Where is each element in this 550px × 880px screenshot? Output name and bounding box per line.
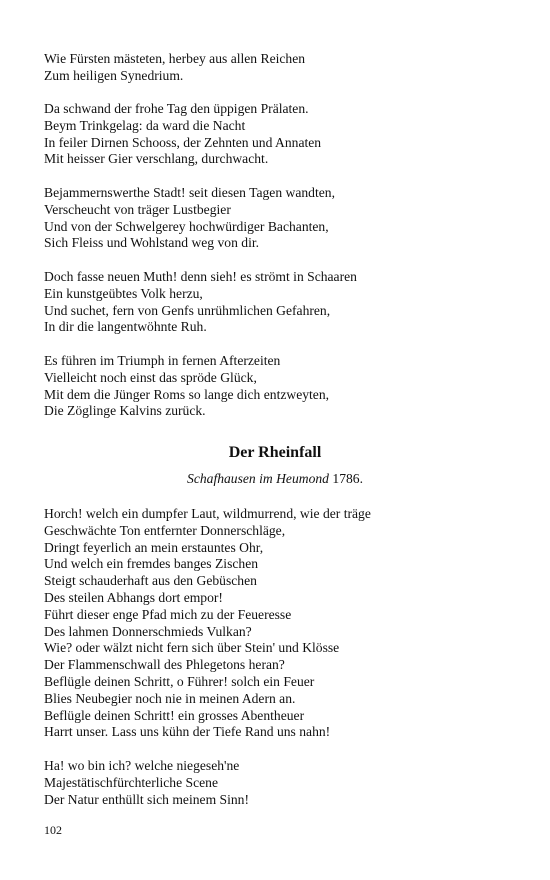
- verse-line: Doch fasse neuen Muth! denn sieh! es strömt in Schaaren: [44, 269, 357, 284]
- verse-line: Beflügle deinen Schritt! ein grosses Abentheuer: [44, 707, 305, 723]
- verse-line: Mit dem die Jünger Roms so lange dich entzweyten,: [44, 386, 330, 402]
- verse-line: Bejammernswerthe Stadt! seit diesen Tagen wandten,: [44, 185, 335, 200]
- verse-line: Wie? oder wälzt nicht fern sich über Stein' und Klösse: [44, 640, 340, 656]
- verse-line: Und welch ein fremdes banges Zischen: [44, 556, 259, 572]
- verse-line: Majestätischfürchterliche Scene: [44, 774, 218, 790]
- poem-subtitle: [0, 471, 550, 488]
- verse-line: Die Zöglinge Kalvins zurück.: [44, 403, 206, 419]
- verse-line: Verscheucht von träger Lustbegier: [44, 201, 231, 217]
- verse-line: Zum heiligen Synedrium.: [44, 67, 184, 83]
- page-number: 102: [44, 823, 62, 837]
- verse-line: Steigt schauderhaft aus den Gebüschen: [44, 573, 257, 589]
- stanza: [44, 185, 514, 252]
- verse-line: Geschwächte Ton entfernter Donnerschläge,: [44, 522, 286, 538]
- stanza: [44, 101, 514, 168]
- verse-line: Des steilen Abhangs dort empor!: [44, 589, 223, 605]
- verse-line: Ha! wo bin ich? welche niegeseh'ne: [44, 758, 240, 773]
- verse-line: Führt dieser enge Pfad mich zu der Feueresse: [44, 606, 292, 622]
- verse-line: Ein kunstgeübtes Volk herzu,: [44, 285, 203, 301]
- poem-title: Der Rheinfall: [228, 444, 322, 461]
- verse-line: In feiler Dirnen Schooss, der Zehnten und Annaten: [44, 134, 322, 150]
- stanza: [44, 51, 514, 85]
- verse-line: Mit heisser Gier verschlang, durchwacht.: [44, 151, 269, 167]
- verse-line: Und von der Schwelgerey hochwürdiger Bachanten,: [44, 218, 329, 234]
- verse-line: Wie Fürsten mästeten, herbey aus allen Reichen: [44, 51, 306, 66]
- verse-line: Und suchet, fern von Genfs unrühmlichen Gefahren,: [44, 302, 331, 318]
- verse-line: Dringt feyerlich an mein erstauntes Ohr,: [44, 539, 264, 555]
- verse-line: Sich Fleiss und Wohlstand weg von dir.: [44, 235, 260, 251]
- verse-line: Des lahmen Donnerschmieds Vulkan?: [44, 623, 252, 639]
- subtitle-place: Schafhausen im Heumond: [187, 471, 329, 486]
- verse-line: Beym Trinkgelag: da ward die Nacht: [44, 117, 246, 133]
- stanza: [44, 353, 514, 420]
- stanza: [44, 758, 514, 808]
- verse-line: Beflügle deinen Schritt, o Führer! solch ein Feuer: [44, 673, 315, 689]
- verse-line: Der Flammenschwall des Phlegetons heran?: [44, 657, 285, 673]
- verse-line: Es führen im Triumph in fernen Afterzeiten: [44, 353, 281, 368]
- stanza: [44, 506, 514, 741]
- verse-line: Der Natur enthüllt sich meinem Sinn!: [44, 791, 249, 807]
- verse-line: Horch! welch ein dumpfer Laut, wildmurrend, wie der träge: [44, 506, 371, 521]
- verse-line: Da schwand der frohe Tag den üppigen Prälaten.: [44, 101, 309, 116]
- verse-line: In dir die langentwöhnte Ruh.: [44, 319, 207, 335]
- subtitle-year: 1786.: [332, 471, 363, 486]
- verse-line: Vielleicht noch einst das spröde Glück,: [44, 369, 257, 385]
- verse-line: Harrt unser. Lass uns kühn der Tiefe Rand uns nahn!: [44, 724, 331, 740]
- stanza: [44, 269, 514, 336]
- verse-line: Blies Neubegier noch nie in meinen Adern an.: [44, 690, 296, 706]
